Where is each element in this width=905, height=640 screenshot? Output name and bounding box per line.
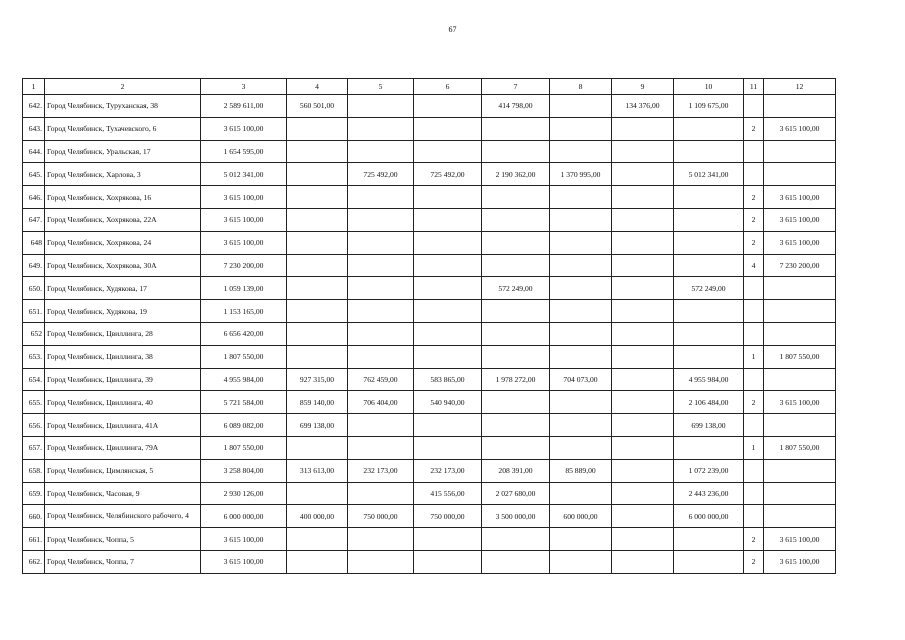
- col12-cell: [764, 95, 836, 118]
- col4-cell: [287, 482, 348, 505]
- col5-cell: [348, 300, 414, 323]
- col5-cell: [348, 254, 414, 277]
- col6-cell: [414, 550, 482, 573]
- col4-cell: [287, 528, 348, 551]
- total-cell: 2 589 611,00: [201, 95, 287, 118]
- table-row: [23, 231, 836, 254]
- table-row: [23, 368, 836, 391]
- column-header-8: 8: [550, 79, 612, 95]
- col6-cell: [414, 140, 482, 163]
- address-cell: Город Челябинск, Хохрякова, 24: [45, 231, 201, 254]
- row-number: 650.: [23, 277, 45, 300]
- col12-cell: [764, 300, 836, 323]
- col9-cell: [612, 436, 674, 459]
- col6-cell: [414, 95, 482, 118]
- col5-cell: 750 000,00: [348, 505, 414, 528]
- table-row: [23, 95, 836, 118]
- row-number: 646.: [23, 186, 45, 209]
- col9-cell: [612, 368, 674, 391]
- col12-cell: [764, 414, 836, 437]
- col12-cell: [764, 163, 836, 186]
- col10-cell: [674, 140, 744, 163]
- total-cell: 1 654 595,00: [201, 140, 287, 163]
- row-number: 647.: [23, 208, 45, 231]
- col9-cell: [612, 254, 674, 277]
- col8-cell: [550, 550, 612, 573]
- col6-cell: 415 556,00: [414, 482, 482, 505]
- col6-cell: [414, 254, 482, 277]
- table-row: [23, 254, 836, 277]
- column-header-6: 6: [414, 79, 482, 95]
- table-row: [23, 140, 836, 163]
- column-header-3: 3: [201, 79, 287, 95]
- count-cell: [744, 414, 764, 437]
- col6-cell: [414, 414, 482, 437]
- col6-cell: 540 940,00: [414, 391, 482, 414]
- table-row: [23, 436, 836, 459]
- row-number: 652: [23, 322, 45, 345]
- col7-cell: [482, 550, 550, 573]
- col8-cell: [550, 186, 612, 209]
- col8-cell: [550, 322, 612, 345]
- col10-cell: [674, 231, 744, 254]
- column-header-12: 12: [764, 79, 836, 95]
- col12-cell: [764, 505, 836, 528]
- address-cell: Город Челябинск, Цвиллинга, 79А: [45, 436, 201, 459]
- address-cell: Город Челябинск, Хохрякова, 30А: [45, 254, 201, 277]
- col10-cell: [674, 550, 744, 573]
- col10-cell: [674, 436, 744, 459]
- address-cell: Город Челябинск, Цвиллинга, 41А: [45, 414, 201, 437]
- col6-cell: [414, 322, 482, 345]
- col4-cell: 560 501,00: [287, 95, 348, 118]
- count-cell: [744, 459, 764, 482]
- col9-cell: [612, 505, 674, 528]
- col8-cell: [550, 208, 612, 231]
- col8-cell: [550, 277, 612, 300]
- col10-cell: 5 012 341,00: [674, 163, 744, 186]
- col6-cell: [414, 300, 482, 323]
- total-cell: 6 089 082,00: [201, 414, 287, 437]
- col4-cell: [287, 254, 348, 277]
- col10-cell: [674, 300, 744, 323]
- col8-cell: 600 000,00: [550, 505, 612, 528]
- count-cell: [744, 505, 764, 528]
- row-number: 655.: [23, 391, 45, 414]
- col12-cell: 1 807 550,00: [764, 345, 836, 368]
- col8-cell: [550, 140, 612, 163]
- col5-cell: 762 459,00: [348, 368, 414, 391]
- row-number: 653.: [23, 345, 45, 368]
- address-cell: Город Челябинск, Челябинского рабочего, 4: [45, 505, 201, 528]
- col12-cell: 1 807 550,00: [764, 436, 836, 459]
- address-cell: Город Челябинск, Цвиллинга, 40: [45, 391, 201, 414]
- col4-cell: [287, 322, 348, 345]
- row-number: 651.: [23, 300, 45, 323]
- col9-cell: [612, 117, 674, 140]
- col5-cell: 706 404,00: [348, 391, 414, 414]
- table-row: [23, 414, 836, 437]
- col9-cell: [612, 208, 674, 231]
- col10-cell: 572 249,00: [674, 277, 744, 300]
- col6-cell: [414, 345, 482, 368]
- col9-cell: [612, 459, 674, 482]
- col7-cell: [482, 322, 550, 345]
- col8-cell: [550, 231, 612, 254]
- col5-cell: 232 173,00: [348, 459, 414, 482]
- col9-cell: [612, 550, 674, 573]
- address-cell: Город Челябинск, Хохрякова, 22А: [45, 208, 201, 231]
- table-row: [23, 300, 836, 323]
- address-cell: Город Челябинск, Уральская, 17: [45, 140, 201, 163]
- col10-cell: 6 000 000,00: [674, 505, 744, 528]
- address-cell: Город Челябинск, Худякова, 17: [45, 277, 201, 300]
- col4-cell: [287, 345, 348, 368]
- col4-cell: 313 613,00: [287, 459, 348, 482]
- address-cell: Город Челябинск, Хохрякова, 16: [45, 186, 201, 209]
- count-cell: [744, 322, 764, 345]
- col5-cell: [348, 95, 414, 118]
- table-row: [23, 505, 836, 528]
- col9-cell: [612, 482, 674, 505]
- col6-cell: [414, 117, 482, 140]
- col8-cell: [550, 300, 612, 323]
- col7-cell: 1 978 272,00: [482, 368, 550, 391]
- col7-cell: [482, 231, 550, 254]
- row-number: 656.: [23, 414, 45, 437]
- col6-cell: [414, 277, 482, 300]
- row-number: 645.: [23, 163, 45, 186]
- col6-cell: 725 492,00: [414, 163, 482, 186]
- col5-cell: [348, 186, 414, 209]
- col8-cell: 1 370 995,00: [550, 163, 612, 186]
- col12-cell: 3 615 100,00: [764, 186, 836, 209]
- col5-cell: [348, 414, 414, 437]
- col6-cell: [414, 186, 482, 209]
- col10-cell: 2 443 236,00: [674, 482, 744, 505]
- col10-cell: [674, 208, 744, 231]
- col12-cell: [764, 368, 836, 391]
- row-number: 661.: [23, 528, 45, 551]
- row-number: 660.: [23, 505, 45, 528]
- col6-cell: [414, 528, 482, 551]
- table-row: [23, 163, 836, 186]
- col5-cell: [348, 231, 414, 254]
- table-row: [23, 345, 836, 368]
- col5-cell: [348, 140, 414, 163]
- col12-cell: 3 615 100,00: [764, 528, 836, 551]
- col9-cell: [612, 231, 674, 254]
- col9-cell: [612, 163, 674, 186]
- col12-cell: 7 230 200,00: [764, 254, 836, 277]
- total-cell: 6 000 000,00: [201, 505, 287, 528]
- total-cell: 2 930 126,00: [201, 482, 287, 505]
- col7-cell: [482, 186, 550, 209]
- table-row: [23, 277, 836, 300]
- col5-cell: [348, 482, 414, 505]
- col4-cell: 859 140,00: [287, 391, 348, 414]
- col7-cell: [482, 345, 550, 368]
- count-cell: 1: [744, 345, 764, 368]
- col10-cell: [674, 322, 744, 345]
- col12-cell: [764, 459, 836, 482]
- col8-cell: [550, 254, 612, 277]
- col8-cell: [550, 345, 612, 368]
- total-cell: 1 807 550,00: [201, 345, 287, 368]
- total-cell: 5 012 341,00: [201, 163, 287, 186]
- col4-cell: [287, 277, 348, 300]
- col4-cell: [287, 140, 348, 163]
- table-row: [23, 528, 836, 551]
- col5-cell: [348, 345, 414, 368]
- row-number: 648: [23, 231, 45, 254]
- col12-cell: [764, 277, 836, 300]
- col12-cell: 3 615 100,00: [764, 231, 836, 254]
- count-cell: [744, 482, 764, 505]
- count-cell: [744, 368, 764, 391]
- row-number: 658.: [23, 459, 45, 482]
- count-cell: [744, 140, 764, 163]
- total-cell: 1 807 550,00: [201, 436, 287, 459]
- col4-cell: [287, 186, 348, 209]
- total-cell: 3 615 100,00: [201, 208, 287, 231]
- table-row: [23, 208, 836, 231]
- col8-cell: [550, 391, 612, 414]
- col10-cell: 2 106 484,00: [674, 391, 744, 414]
- row-number: 649.: [23, 254, 45, 277]
- count-cell: 2: [744, 208, 764, 231]
- col6-cell: [414, 208, 482, 231]
- column-header-10: 10: [674, 79, 744, 95]
- count-cell: 2: [744, 117, 764, 140]
- total-cell: 7 230 200,00: [201, 254, 287, 277]
- col5-cell: [348, 550, 414, 573]
- col7-cell: [482, 414, 550, 437]
- page-number: 67: [448, 25, 457, 34]
- col6-cell: [414, 436, 482, 459]
- row-number: 662.: [23, 550, 45, 573]
- row-number: 644.: [23, 140, 45, 163]
- col7-cell: [482, 117, 550, 140]
- col5-cell: [348, 436, 414, 459]
- col10-cell: [674, 117, 744, 140]
- col12-cell: 3 615 100,00: [764, 391, 836, 414]
- col5-cell: 725 492,00: [348, 163, 414, 186]
- count-cell: 2: [744, 231, 764, 254]
- col4-cell: [287, 117, 348, 140]
- col7-cell: [482, 391, 550, 414]
- col6-cell: 232 173,00: [414, 459, 482, 482]
- col7-cell: [482, 208, 550, 231]
- row-number: 643.: [23, 117, 45, 140]
- column-header-4: 4: [287, 79, 348, 95]
- col8-cell: [550, 436, 612, 459]
- col7-cell: [482, 300, 550, 323]
- count-cell: 2: [744, 528, 764, 551]
- col12-cell: [764, 140, 836, 163]
- col7-cell: [482, 528, 550, 551]
- col12-cell: 3 615 100,00: [764, 208, 836, 231]
- table-row: [23, 482, 836, 505]
- address-cell: Город Челябинск, Туруханская, 38: [45, 95, 201, 118]
- col6-cell: 750 000,00: [414, 505, 482, 528]
- col9-cell: [612, 528, 674, 551]
- address-cell: Город Челябинск, Чоппа, 5: [45, 528, 201, 551]
- total-cell: 3 615 100,00: [201, 550, 287, 573]
- col10-cell: [674, 528, 744, 551]
- col7-cell: 208 391,00: [482, 459, 550, 482]
- column-header-2: 2: [45, 79, 201, 95]
- col5-cell: [348, 322, 414, 345]
- col8-cell: [550, 95, 612, 118]
- table-row: [23, 186, 836, 209]
- col12-cell: [764, 322, 836, 345]
- col7-cell: 572 249,00: [482, 277, 550, 300]
- table-row: [23, 459, 836, 482]
- table-row: [23, 322, 836, 345]
- col10-cell: [674, 186, 744, 209]
- col4-cell: [287, 436, 348, 459]
- column-header-9: 9: [612, 79, 674, 95]
- col9-cell: [612, 414, 674, 437]
- col7-cell: 2 027 680,00: [482, 482, 550, 505]
- address-cell: Город Челябинск, Часовая, 9: [45, 482, 201, 505]
- col9-cell: [612, 186, 674, 209]
- col4-cell: [287, 550, 348, 573]
- col10-cell: 4 955 984,00: [674, 368, 744, 391]
- total-cell: 3 615 100,00: [201, 117, 287, 140]
- col7-cell: [482, 140, 550, 163]
- col8-cell: 704 073,00: [550, 368, 612, 391]
- row-number: 659.: [23, 482, 45, 505]
- address-cell: Город Челябинск, Тухачевского, 6: [45, 117, 201, 140]
- row-number: 642.: [23, 95, 45, 118]
- row-number: 657.: [23, 436, 45, 459]
- total-cell: 3 258 804,00: [201, 459, 287, 482]
- col9-cell: [612, 322, 674, 345]
- col10-cell: 1 072 239,00: [674, 459, 744, 482]
- col6-cell: 583 865,00: [414, 368, 482, 391]
- header-row: [23, 79, 836, 95]
- col6-cell: [414, 231, 482, 254]
- address-cell: Город Челябинск, Худякова, 19: [45, 300, 201, 323]
- col5-cell: [348, 117, 414, 140]
- col10-cell: 1 109 675,00: [674, 95, 744, 118]
- col9-cell: [612, 391, 674, 414]
- col10-cell: 699 138,00: [674, 414, 744, 437]
- col7-cell: [482, 436, 550, 459]
- col4-cell: 699 138,00: [287, 414, 348, 437]
- address-cell: Город Челябинск, Цвиллинга, 38: [45, 345, 201, 368]
- total-cell: 3 615 100,00: [201, 231, 287, 254]
- col8-cell: [550, 528, 612, 551]
- col4-cell: [287, 300, 348, 323]
- col9-cell: [612, 277, 674, 300]
- count-cell: [744, 300, 764, 323]
- table-row: [23, 391, 836, 414]
- total-cell: 1 153 165,00: [201, 300, 287, 323]
- count-cell: 2: [744, 550, 764, 573]
- col8-cell: [550, 414, 612, 437]
- col9-cell: [612, 140, 674, 163]
- column-header-1: 1: [23, 79, 45, 95]
- col7-cell: 414 798,00: [482, 95, 550, 118]
- total-cell: 5 721 584,00: [201, 391, 287, 414]
- count-cell: 2: [744, 391, 764, 414]
- col4-cell: [287, 231, 348, 254]
- col5-cell: [348, 208, 414, 231]
- total-cell: 3 615 100,00: [201, 186, 287, 209]
- count-cell: [744, 277, 764, 300]
- col5-cell: [348, 528, 414, 551]
- col8-cell: [550, 482, 612, 505]
- col7-cell: [482, 254, 550, 277]
- col10-cell: [674, 254, 744, 277]
- count-cell: [744, 95, 764, 118]
- col4-cell: [287, 163, 348, 186]
- total-cell: 4 955 984,00: [201, 368, 287, 391]
- col8-cell: [550, 117, 612, 140]
- address-cell: Город Челябинск, Харлова, 3: [45, 163, 201, 186]
- count-cell: 4: [744, 254, 764, 277]
- col8-cell: 85 889,00: [550, 459, 612, 482]
- address-cell: Город Челябинск, Цвиллинга, 28: [45, 322, 201, 345]
- col9-cell: [612, 345, 674, 368]
- col4-cell: 400 000,00: [287, 505, 348, 528]
- column-header-7: 7: [482, 79, 550, 95]
- address-cell: Город Челябинск, Цимлянская, 5: [45, 459, 201, 482]
- col12-cell: [764, 482, 836, 505]
- row-number: 654.: [23, 368, 45, 391]
- col4-cell: [287, 208, 348, 231]
- total-cell: 6 656 420,00: [201, 322, 287, 345]
- column-header-11: 11: [744, 79, 764, 95]
- col10-cell: [674, 345, 744, 368]
- col9-cell: [612, 300, 674, 323]
- total-cell: 1 059 139,00: [201, 277, 287, 300]
- column-header-5: 5: [348, 79, 414, 95]
- address-cell: Город Челябинск, Цвиллинга, 39: [45, 368, 201, 391]
- count-cell: 1: [744, 436, 764, 459]
- col4-cell: 927 315,00: [287, 368, 348, 391]
- table-row: [23, 117, 836, 140]
- col9-cell: 134 376,00: [612, 95, 674, 118]
- table-row: [23, 550, 836, 573]
- col12-cell: 3 615 100,00: [764, 117, 836, 140]
- count-cell: [744, 163, 764, 186]
- col7-cell: 3 500 000,00: [482, 505, 550, 528]
- count-cell: 2: [744, 186, 764, 209]
- registry-table: [22, 78, 836, 574]
- col5-cell: [348, 277, 414, 300]
- col7-cell: 2 190 362,00: [482, 163, 550, 186]
- address-cell: Город Челябинск, Чоппа, 7: [45, 550, 201, 573]
- col12-cell: 3 615 100,00: [764, 550, 836, 573]
- total-cell: 3 615 100,00: [201, 528, 287, 551]
